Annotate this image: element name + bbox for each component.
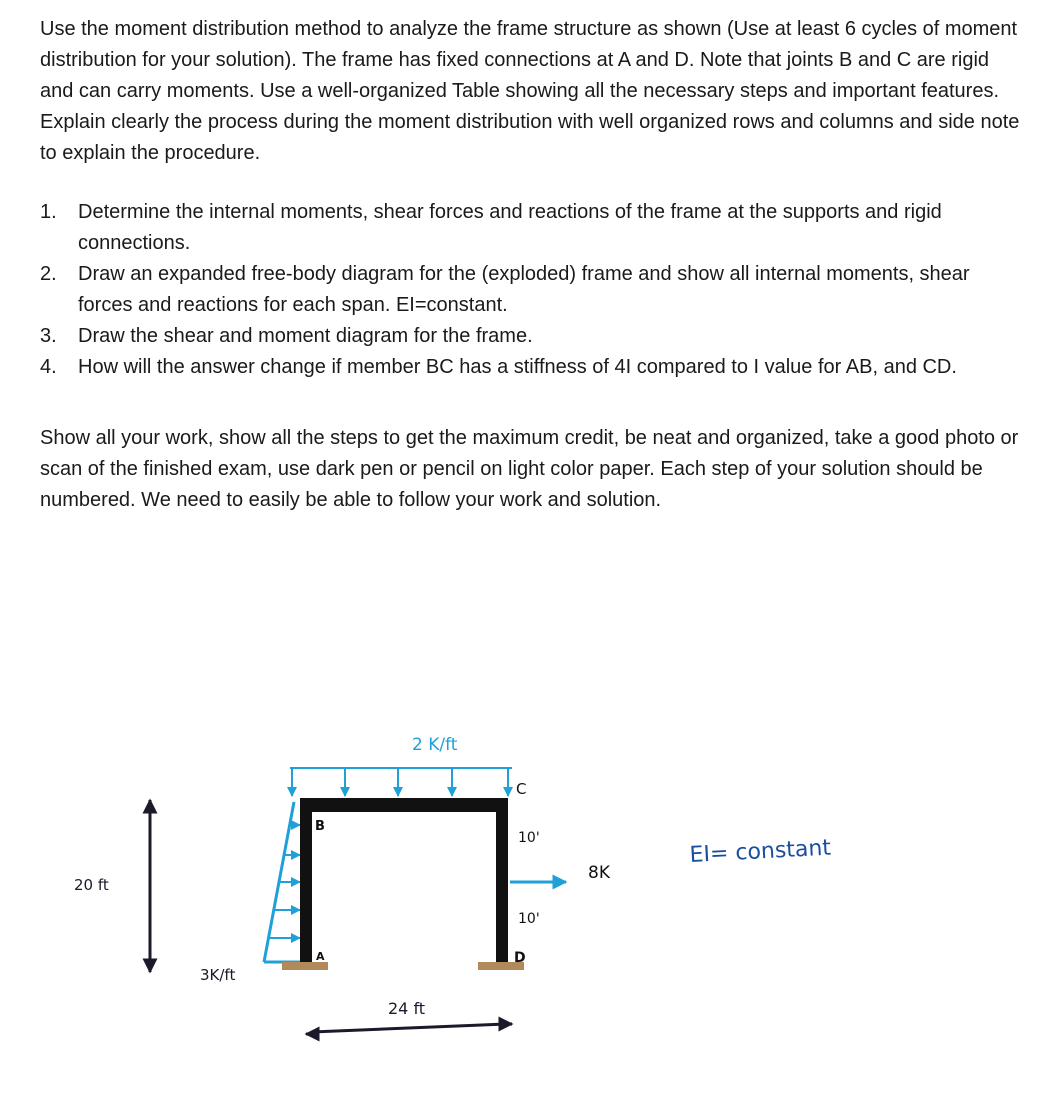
joint-d-label: D <box>514 950 526 966</box>
task-text: How will the answer change if member BC has a stiffness of 4I compared to I value for AB, and CD. <box>78 356 957 378</box>
task-number: 2. <box>40 263 57 285</box>
fixed-support-a <box>282 962 328 970</box>
task-list <box>40 197 1020 383</box>
task-text: Draw the shear and moment diagram for the frame. <box>78 325 533 347</box>
task-text: Determine the internal moments, shear forces and reactions of the frame at the supports and rigid connections. <box>78 201 942 254</box>
triangular-load <box>264 802 300 962</box>
list-item <box>40 197 1020 259</box>
instructions-paragraph: Show all your work, show all the steps to get the maximum credit, be neat and organized, take a good photo or scan of the finished exam, use dark pen or pencil on light color paper. Each step of your solution should be numbered. We need to easily be able to follow your work and solution. <box>40 427 1019 511</box>
triangular-load-label: 3K/ft <box>200 966 236 984</box>
point-load-label: 8K <box>588 863 610 883</box>
beam-load-label: 2 K/ft <box>412 735 458 755</box>
list-item <box>40 259 1020 321</box>
task-number: 3. <box>40 325 57 347</box>
frame-diagram <box>0 690 1046 1094</box>
joint-a-label: A <box>316 950 325 963</box>
task-number: 1. <box>40 201 57 223</box>
task-text: Draw an expanded free-body diagram for the (exploded) frame and show all internal moments, shear forces and reactions for each span. EI=constant. <box>78 263 970 316</box>
task-number: 4. <box>40 356 57 378</box>
joint-b-label: B <box>315 819 325 834</box>
span-dimension <box>306 1024 512 1034</box>
list-item <box>40 321 1020 352</box>
height-label: 20 ft <box>74 876 109 894</box>
span-label: 24 ft <box>388 999 426 1018</box>
problem-statement <box>40 14 1020 516</box>
distributed-load-arrows <box>290 768 512 796</box>
joint-c-label: C <box>516 780 527 798</box>
list-item <box>40 352 1020 383</box>
frame <box>300 798 508 964</box>
ei-note: EI= constant <box>689 835 832 868</box>
lower-segment-label: 10' <box>518 911 540 927</box>
intro-paragraph: Use the moment distribution method to analyze the frame structure as shown (Use at least 6 cycles of moment distribution for your solution). The frame has fixed connections at A and D. Note that joints B and C are rigid and can carry moments. Use a well-organized Table showing all the necessary steps and important features. Explain clearly the process during the moment distribution with well organized rows and columns and side note to explain the procedure. <box>40 18 1020 164</box>
upper-segment-label: 10' <box>518 830 540 846</box>
